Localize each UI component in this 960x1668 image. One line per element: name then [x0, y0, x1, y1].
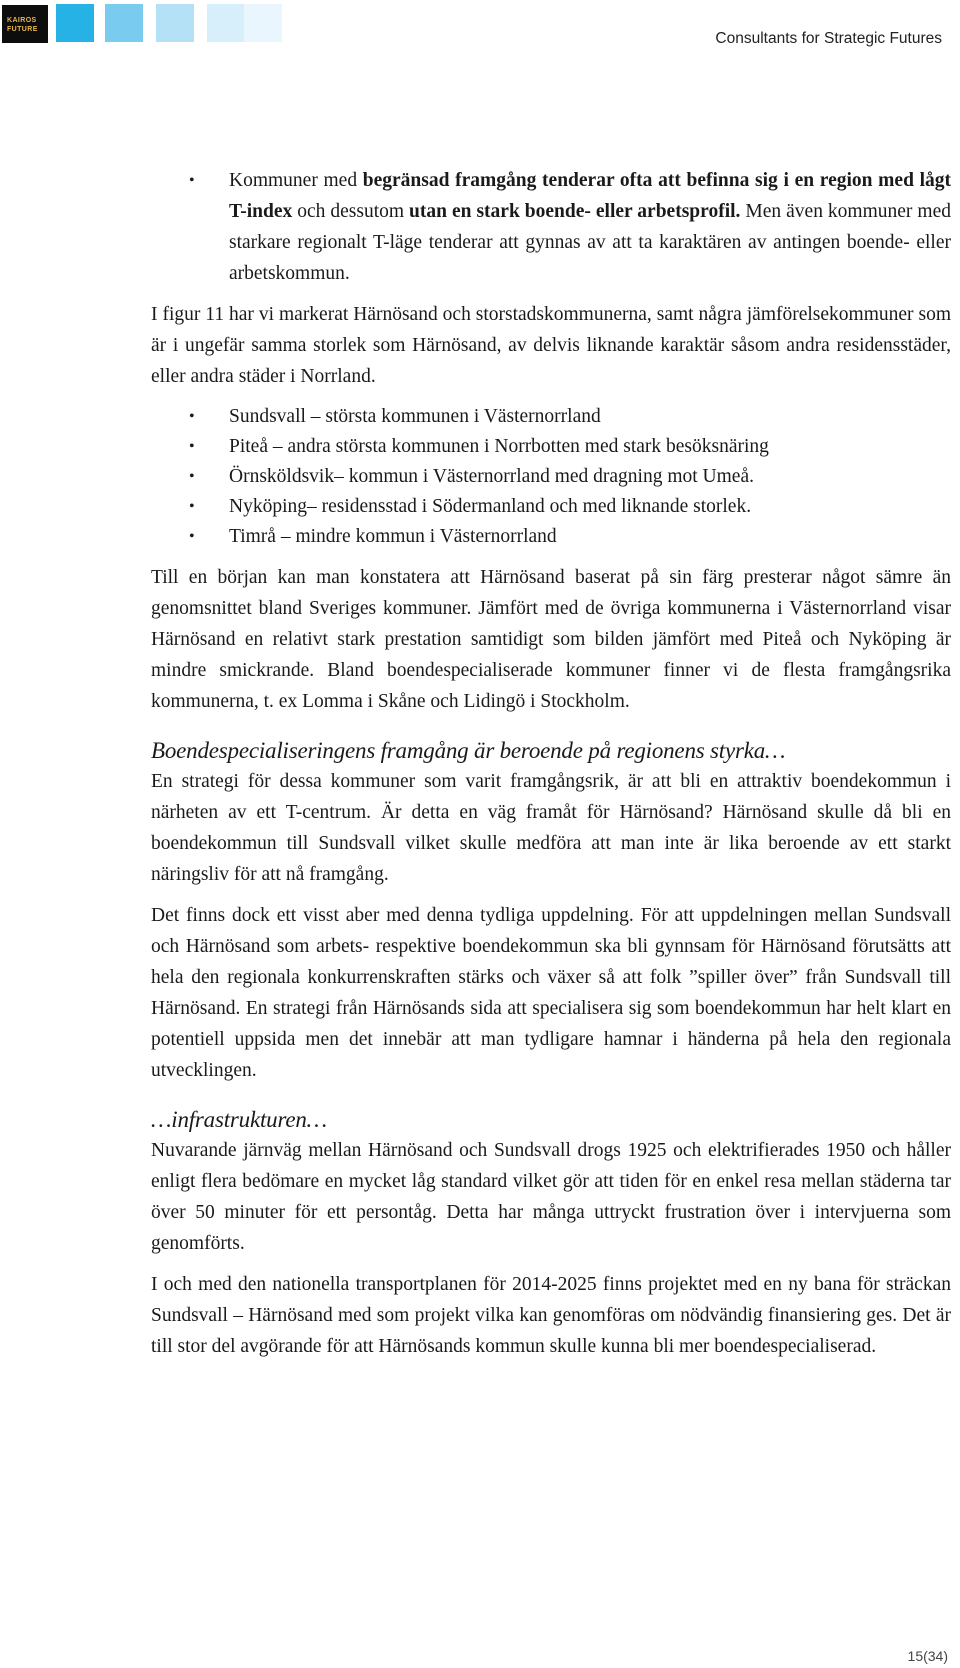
list-item-text: Örnsköldsvik– kommun i Västernorrland med dragning mot Umeå. [229, 466, 754, 487]
bullet-icon: • [189, 528, 195, 545]
bullet-icon: • [189, 468, 195, 485]
list-item [151, 165, 951, 289]
list-item [151, 432, 951, 462]
list-item-text: Timrå – mindre kommun i Västernorrland [229, 526, 557, 547]
page-number: 15(34) [907, 1648, 948, 1664]
bullet-list-kommuner [151, 402, 951, 552]
brand-square-3 [156, 4, 194, 42]
paragraph-jarnvag: Nuvarande järnväg mellan Härnösand och Sundsvall drogs 1925 och elektrifierades 1950 och håller enligt flera bedömare en mycket låg standard vilket gör att tiden för en enkel resa mellan städerna tar över 50 minuter för ett persontåg. Detta har många uttryckt frustration över i intervjuerna som genomförts. [151, 1140, 951, 1254]
brand-square-4 [207, 4, 245, 42]
paragraph-borjan: Till en början kan man konstatera att Härnösand baserat på sin färg presterar något sämre än genomsnittet bland Sveriges kommuner. Jämfört med de övriga kommunerna i Västernorrland visar Härnösand en relativt stark prestation samtidigt som bilden jämfört med Piteå och Nyköping är mindre smickrande. Bland boendespecialiserade kommuner finner vi de flesta framgångsrika kommunerna, t. ex Lomma i Skåne och Lidingö i Stockholm. [151, 567, 951, 712]
bullet-list-conclusion [151, 165, 951, 289]
section-heading-infrastruktur: …infrastrukturen… [151, 1107, 327, 1132]
brand-square-1 [56, 4, 94, 42]
header-tagline: Consultants for Strategic Futures [715, 30, 942, 47]
bullet-icon: • [189, 438, 195, 455]
list-item [151, 462, 951, 492]
list-item-text: Piteå – andra största kommunen i Norrbotten med stark besöksnäring [229, 436, 769, 457]
paragraph-aber: Det finns dock ett visst aber med denna tydliga uppdelning. För att uppdelningen mellan Sundsvall och Härnösand som arbets- respektive boendekommun ska bli gynnsam för Härnösand förutsätts att hela den regionala konkurrenskraften stärks och växer så att folk ”spiller över” från Sundsvall till Härnösand. En strategi från Härnösands sida att specialisera sig som boendekommun har helt klart en potentiell uppsida men det innebär att man tydligare hamnar i händerna på hela den regionala utvecklingen. [151, 905, 951, 1081]
list-item [151, 402, 951, 432]
list-item [151, 492, 951, 522]
bullet-bold-part: begränsad framgång tenderar ofta att befinna sig i en region med lågt T-index [229, 170, 952, 222]
logo-line-2: FUTURE [7, 26, 38, 33]
bullet-bold-part: utan en stark boende- eller arbetsprofil. [409, 201, 741, 222]
document-body [151, 165, 951, 1362]
bullet-text-part: Men även kommuner med starkare regionalt T-läge tenderar att gynnas av att ta karaktären av antingen boende- eller arbetskommun. [229, 201, 951, 284]
bullet-text-part: och dessutom [292, 201, 410, 222]
bullet-icon: • [189, 498, 195, 515]
list-item-text: Sundsvall – största kommunen i Västernorrland [229, 406, 601, 427]
bullet-icon: • [189, 408, 195, 425]
brand-square-2 [105, 4, 143, 42]
section-heading-boendespecialisering: Boendespecialiseringens framgång är beroende på regionens styrka… [151, 738, 786, 763]
bullet-icon: • [189, 172, 195, 189]
paragraph-figure-11: I figur 11 har vi markerat Härnösand och storstadskommunerna, samt några jämförelsekommuner som är i ungefär samma storlek som Härnösand, av delvis liknande karaktär såsom andra residensstäder, eller andra städer i Norrland. [151, 304, 951, 387]
brand-square-5 [244, 4, 282, 42]
paragraph-transportplan: I och med den nationella transportplanen för 2014-2025 finns projektet med en ny bana för sträckan Sundsvall – Härnösand med som projekt vilka kan genomföras om nödvändig finansiering ges. Det är till stor del avgörande för att Härnösands kommun skulle kunna bli mer boendespecialiserad. [151, 1274, 951, 1357]
logo-line-1: KAIROS [7, 17, 37, 24]
page-header [0, 0, 960, 60]
kairos-future-logo [2, 5, 48, 43]
list-item-text: Nyköping– residensstad i Södermanland och med liknande storlek. [229, 496, 752, 517]
bullet-text-part: Kommuner med [229, 170, 363, 191]
paragraph-strategi: En strategi för dessa kommuner som varit framgångsrik, är att bli en attraktiv boendekommun i närheten av ett T-centrum. Är detta en väg framåt för Härnösand? Härnösand skulle då bli en boendekommun till Sundsvall vilket skulle medföra att man inte är lika beroende av ett starkt näringsliv för att nå framgång. [151, 771, 951, 885]
list-item [151, 522, 951, 552]
